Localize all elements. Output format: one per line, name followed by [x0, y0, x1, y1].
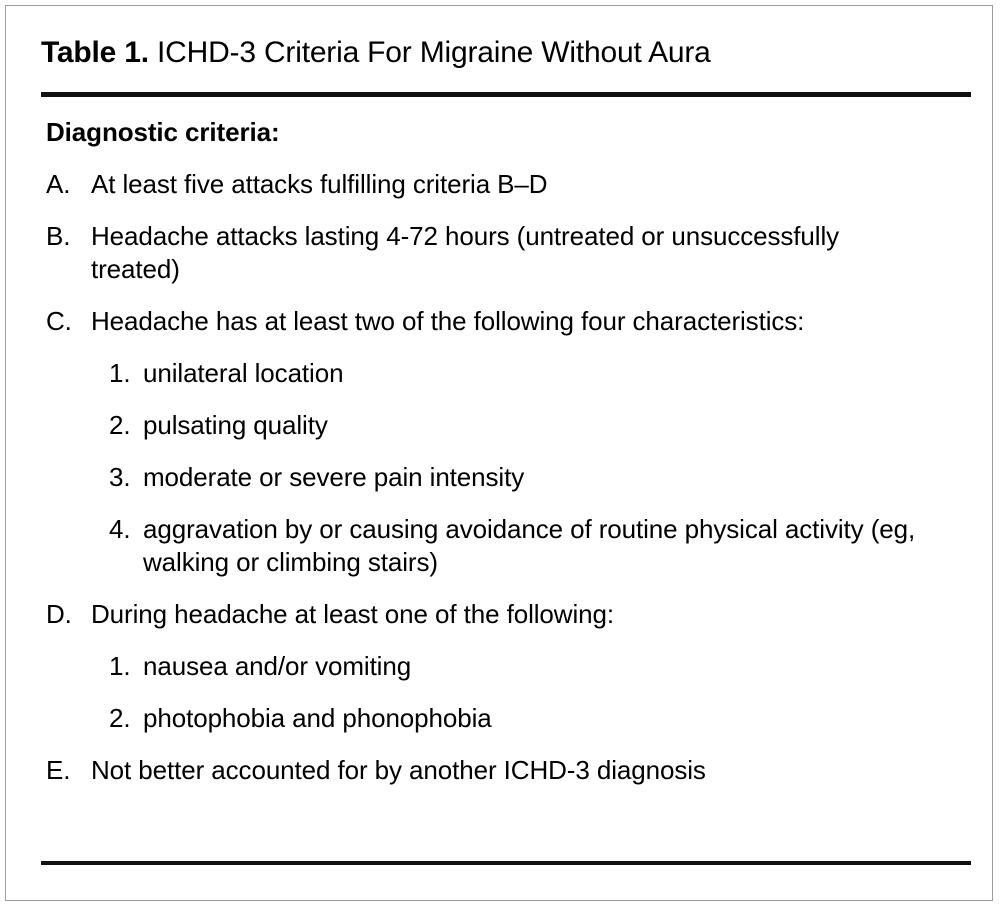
criterion-d-item-1-marker: 1.: [109, 651, 131, 681]
criterion-d-item-2: [109, 702, 921, 735]
rule-bottom: [41, 861, 971, 865]
criterion-c-item-1-text: unilateral location: [143, 358, 344, 388]
criterion-e-marker: E.: [46, 755, 71, 785]
criterion-c-text: Headache has at least two of the following four characteristics:: [91, 306, 805, 336]
criterion-d-item-2-marker: 2.: [109, 703, 131, 733]
criterion-c-item-4-text: aggravation by or causing avoidance of routine physical activity (eg, walking or climbing stairs): [143, 514, 916, 577]
criterion-b-text: Headache attacks lasting 4-72 hours (untreated or unsuccessfully treated): [91, 221, 840, 284]
diagnostic-criteria-heading: Diagnostic criteria:: [46, 117, 280, 147]
criterion-c: [46, 305, 921, 338]
criterion-a-text: At least five attacks fulfilling criteria B–D: [91, 169, 548, 199]
table-figure: [5, 5, 993, 901]
criterion-c-item-1-marker: 1.: [109, 358, 131, 388]
criterion-c-item-3-marker: 3.: [109, 462, 131, 492]
criterion-c-item-1: [109, 357, 921, 390]
criterion-d-marker: D.: [46, 599, 72, 629]
criterion-d-item-1-text: nausea and/or vomiting: [143, 651, 412, 681]
criterion-a: [46, 168, 921, 201]
criterion-d-text: During headache at least one of the following:: [91, 599, 614, 629]
table-title-label: Table 1.: [41, 36, 149, 69]
criterion-a-marker: A.: [46, 169, 71, 199]
criterion-b: [46, 220, 921, 286]
criterion-c-marker: C.: [46, 306, 72, 336]
criterion-d: [46, 598, 921, 631]
criterion-c-item-3: [109, 461, 921, 494]
criterion-d-item-2-text: photophobia and phonophobia: [143, 703, 492, 733]
criterion-c-item-2: [109, 409, 921, 442]
table-body: [36, 116, 966, 806]
criterion-b-marker: B.: [46, 221, 71, 251]
criterion-c-item-2-marker: 2.: [109, 410, 131, 440]
criterion-c-item-2-text: pulsating quality: [143, 410, 328, 440]
rule-top: [41, 92, 971, 97]
criterion-c-item-4: [109, 513, 921, 579]
criterion-e: [46, 754, 921, 787]
criterion-c-item-4-marker: 4.: [109, 514, 131, 544]
criterion-d-item-1: [109, 650, 921, 683]
table-title: [41, 34, 966, 72]
criterion-c-item-3-text: moderate or severe pain intensity: [143, 462, 525, 492]
table-title-text: ICHD-3 Criteria For Migraine Without Aura: [157, 36, 711, 69]
criterion-e-text: Not better accounted for by another ICHD-3 diagnosis: [91, 755, 706, 785]
